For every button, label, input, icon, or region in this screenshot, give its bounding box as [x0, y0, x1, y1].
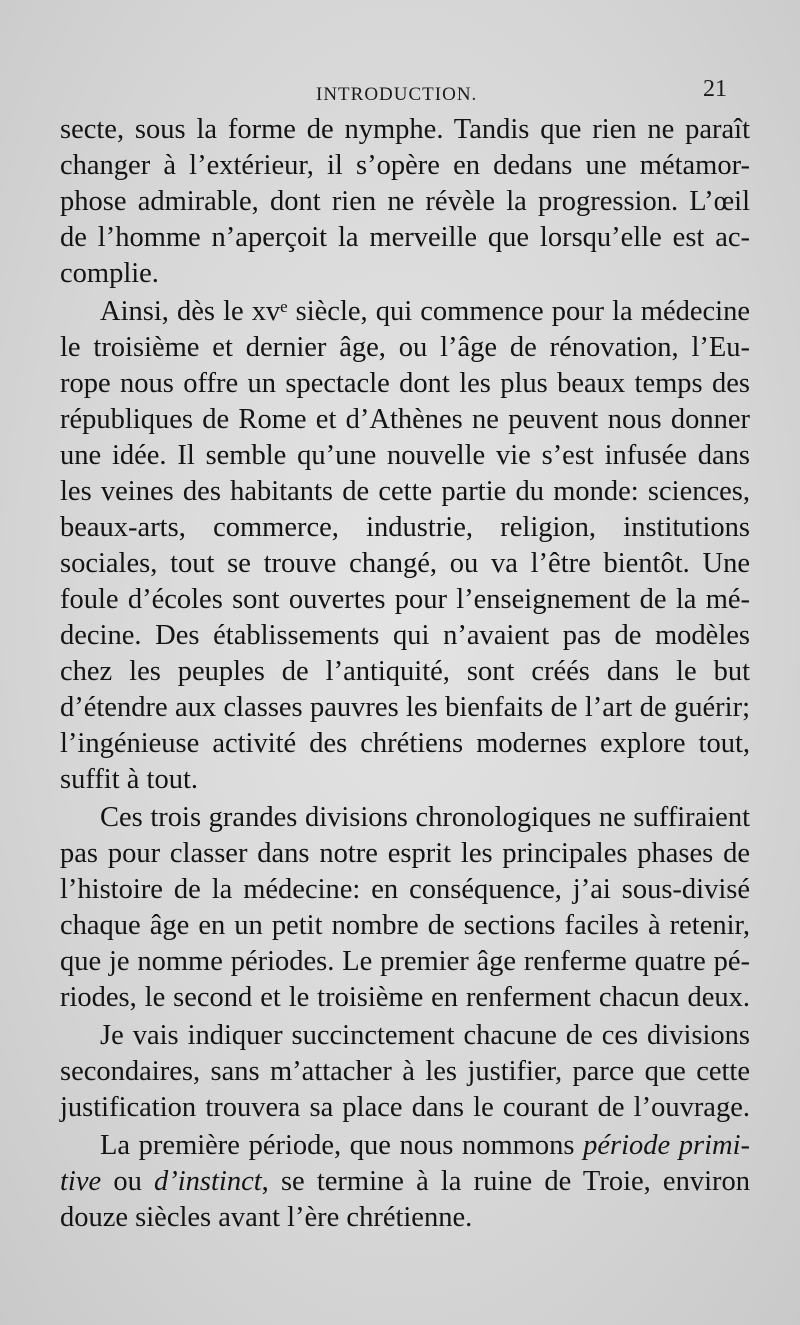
text-line: d’étendre aux classes pauvres les bienfaits de l’art de guérir;: [60, 692, 750, 723]
text-line: Ces trois grandes divisions chronologiques ne suffiraient: [100, 802, 750, 833]
text-line: suffit à tout.: [60, 764, 199, 795]
text-line: beaux-arts, commerce, industrie, religion, institutions: [60, 512, 750, 543]
text-line: que je nomme périodes. Le premier âge renferme quatre pé-: [60, 946, 750, 977]
text-run: ou: [101, 1166, 154, 1197]
paragraph-4: [60, 1018, 750, 1126]
text-line: complie.: [60, 258, 159, 289]
paragraph-2: [60, 294, 750, 798]
italic-term: d’instinct: [153, 1166, 262, 1197]
page-number: 21: [703, 76, 727, 102]
text-line: le troisième et dernier âge, ou l’âge de rénovation, l’Eu-: [60, 332, 750, 363]
paragraph-3: [60, 800, 750, 1016]
text-line: chez les peuples de l’antiquité, sont créés dans le but: [60, 656, 750, 687]
text-line: chaque âge en un petit nombre de sections faciles à retenir,: [60, 910, 750, 941]
running-head: INTRODUCTION.: [316, 84, 478, 105]
text-line: pas pour classer dans notre esprit les principales phases de: [60, 838, 750, 869]
paragraph-1: [60, 112, 750, 292]
text-line: [60, 1164, 750, 1200]
text-line: l’histoire de la médecine: en conséquence, j’ai sous-divisé: [60, 874, 750, 905]
text-line: de l’homme n’aperçoit la merveille que lorsqu’elle est ac-: [60, 222, 750, 253]
text-line: rope nous offre un spectacle dont les plus beaux temps des: [60, 368, 750, 399]
text-line: une idée. Il semble qu’une nouvelle vie s’est infusée dans: [60, 440, 750, 471]
text-line: riodes, le second et le troisième en renferment chacun deux.: [60, 982, 750, 1013]
text-run: , se termine à la ruine de Troie, environ: [261, 1166, 750, 1197]
text-line: Ainsi, dès le xvᵉ siècle, qui commence pour la médecine: [100, 296, 750, 327]
text-line: justification trouvera sa place dans le courant de l’ouvrage.: [60, 1092, 750, 1123]
italic-term: période primi-: [583, 1130, 751, 1161]
body-text: [60, 112, 750, 1236]
text-line: les veines des habitants de cette partie du monde: sciences,: [60, 476, 750, 507]
text-line: decine. Des établissements qui n’avaient pas de modèles: [60, 620, 750, 651]
text-run: La première période, que nous nommons: [100, 1130, 584, 1161]
text-line: secondaires, sans m’attacher à les justifier, parce que cette: [60, 1056, 750, 1087]
text-line: l’ingénieuse activité des chrétiens modernes explore tout,: [60, 728, 750, 759]
text-line: secte, sous la forme de nymphe. Tandis que rien ne paraît: [60, 114, 750, 145]
text-line: phose admirable, dont rien ne révèle la progression. L’œil: [60, 186, 750, 217]
text-line: sociales, tout se trouve changé, ou va l’être bientôt. Une: [60, 548, 750, 579]
paragraph-5: [60, 1128, 750, 1236]
text-line: Je vais indiquer succinctement chacune de ces divisions: [100, 1020, 750, 1051]
text-line: douze siècles avant l’ère chrétienne.: [60, 1202, 473, 1233]
text-line: républiques de Rome et d’Athènes ne peuvent nous donner: [60, 404, 750, 435]
text-line: foule d’écoles sont ouvertes pour l’enseignement de la mé-: [60, 584, 750, 615]
text-line: changer à l’extérieur, il s’opère en dedans une métamor-: [60, 150, 750, 181]
text-line: [60, 1128, 750, 1164]
italic-term: tive: [60, 1166, 102, 1197]
